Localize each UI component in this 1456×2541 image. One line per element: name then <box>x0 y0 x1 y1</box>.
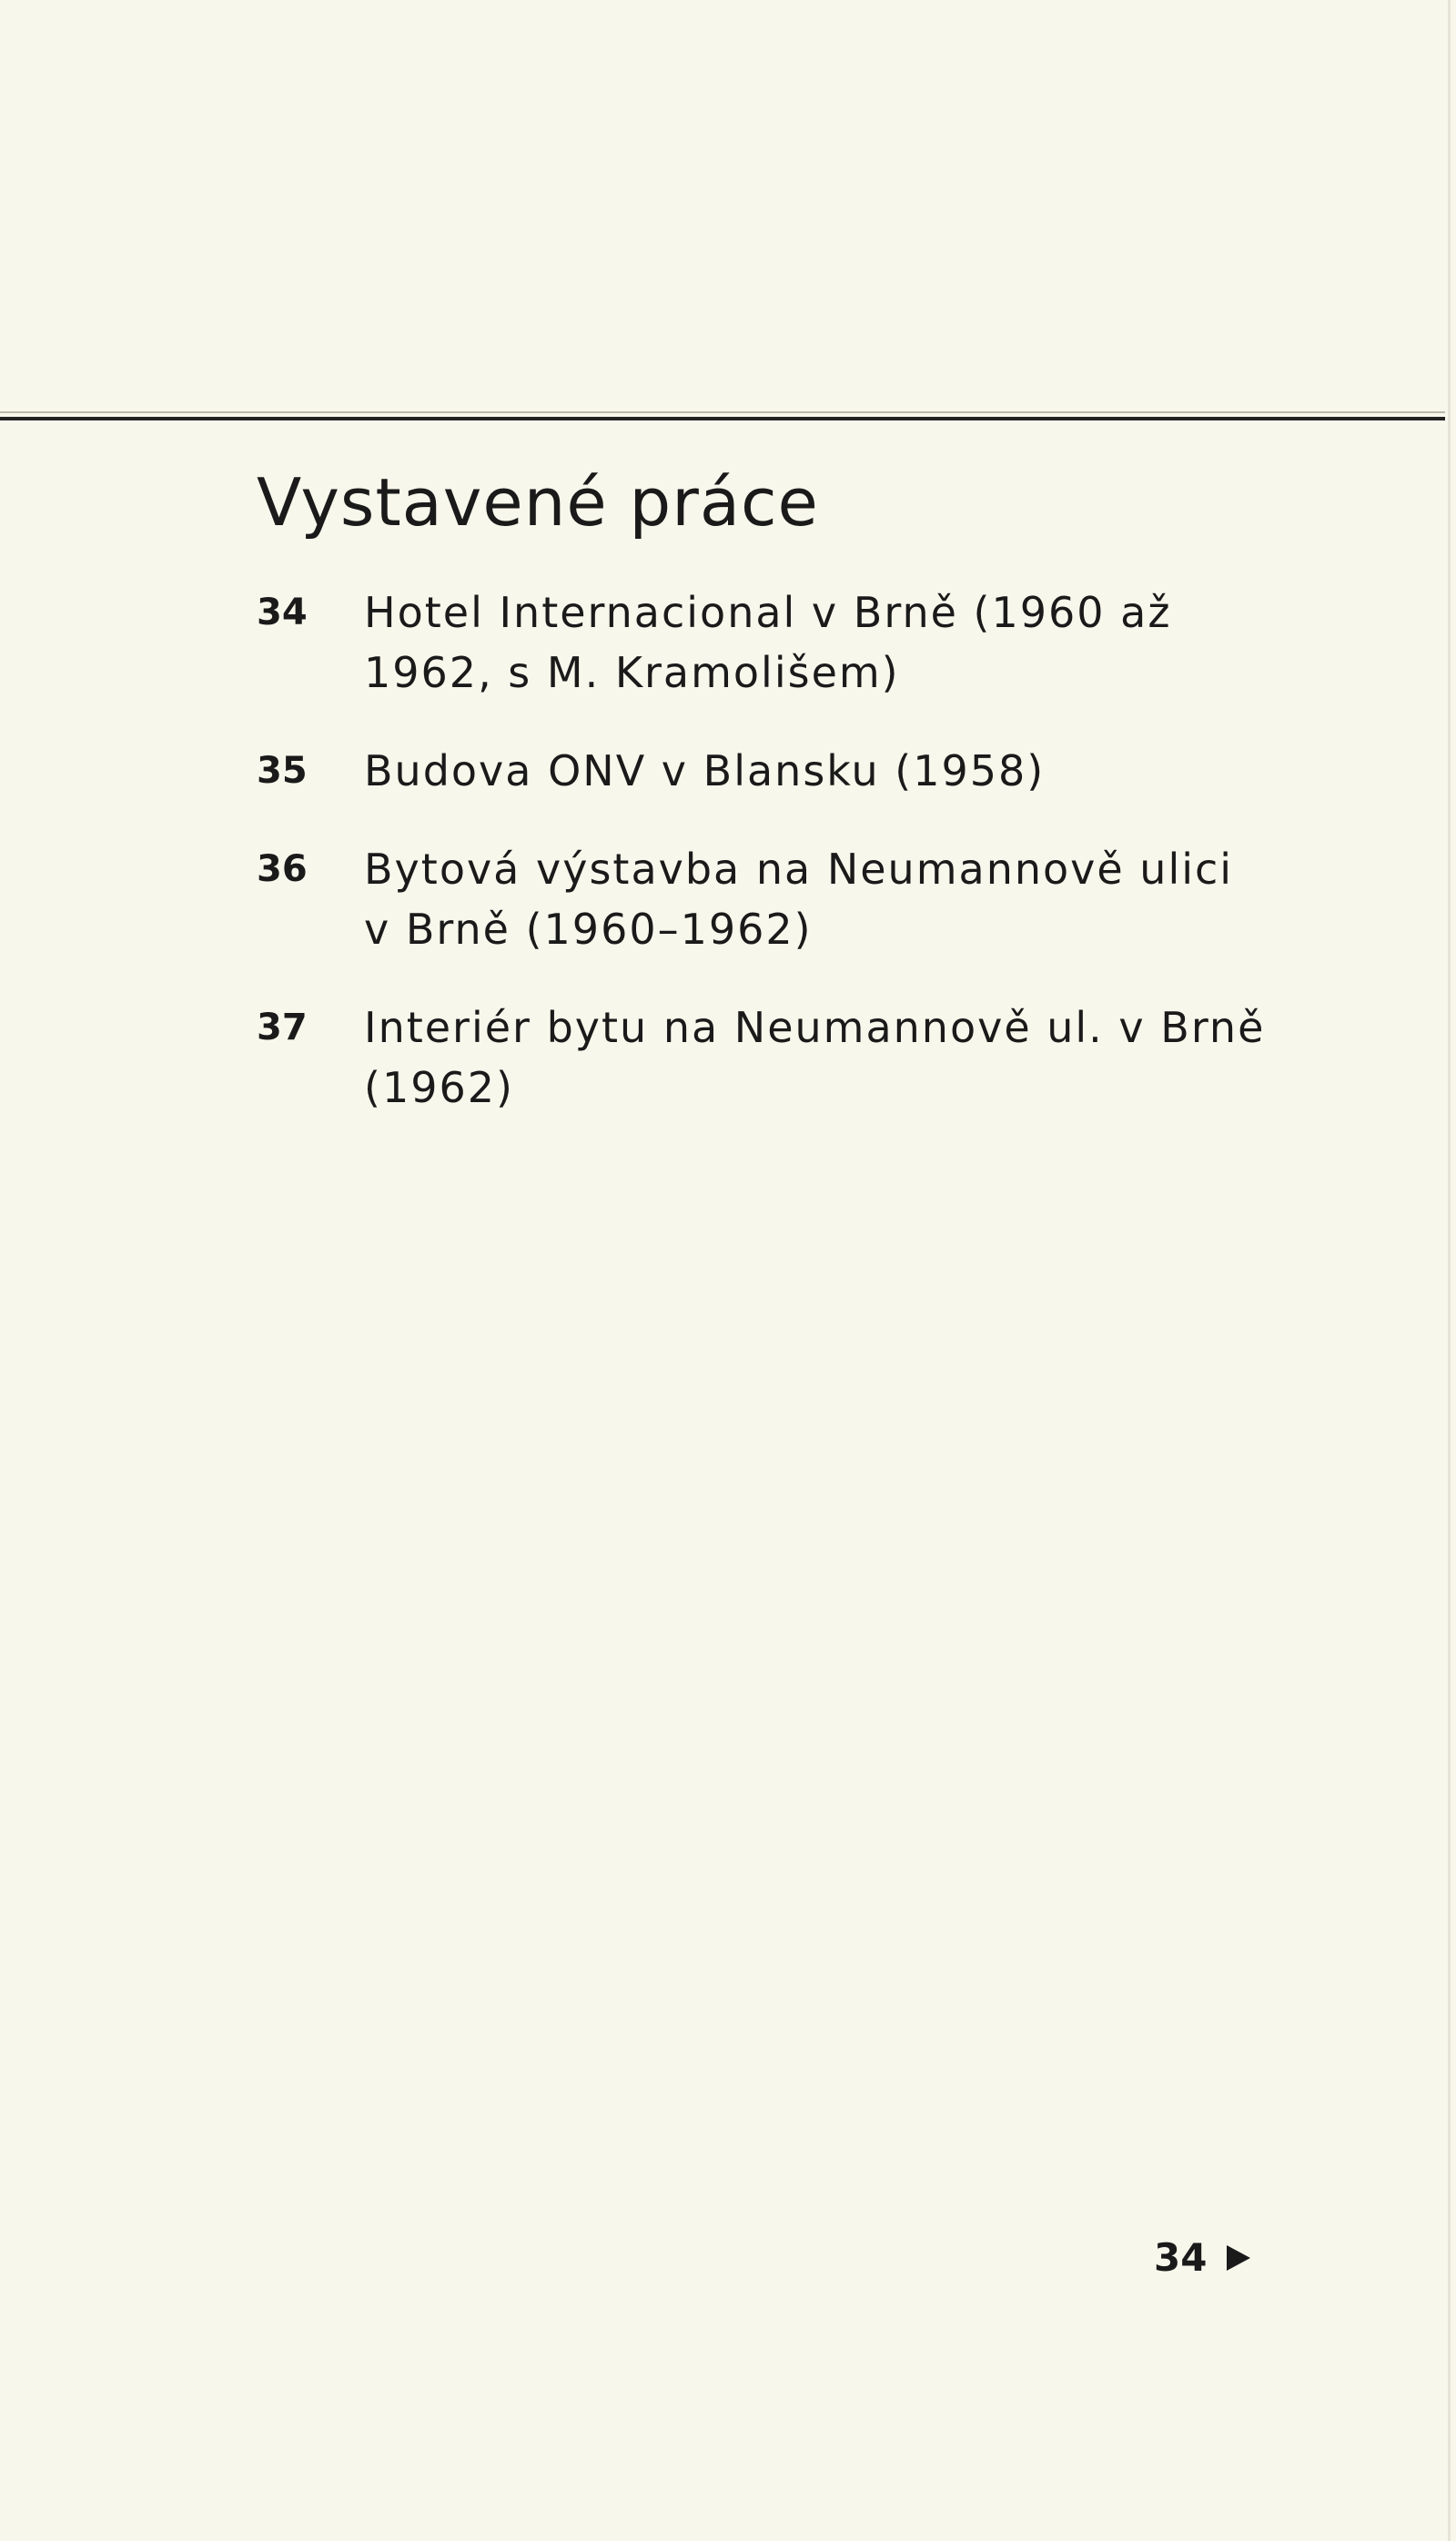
entry-number: 36 <box>257 848 308 890</box>
works-list <box>257 582 1267 1156</box>
page-title: Vystavené práce <box>257 464 819 541</box>
page-edge <box>1448 0 1451 2541</box>
entry-number: 34 <box>257 592 308 633</box>
list-item <box>257 839 1267 959</box>
entry-text: Budova ONV v Blansku (1958) <box>364 746 1046 795</box>
page-number-text: 34 <box>1154 2235 1208 2280</box>
entry-text: Hotel Internacional v Brně (1960 až 1962, s M. Kramolišem) <box>364 588 1172 697</box>
list-item <box>257 741 1267 801</box>
list-item <box>257 582 1267 703</box>
entry-number: 37 <box>257 1007 308 1048</box>
arrow-right-icon <box>1227 2245 1250 2271</box>
page-number <box>1154 2235 1250 2280</box>
entry-number: 35 <box>257 750 308 792</box>
list-item <box>257 997 1267 1118</box>
entry-text: Bytová výstavba na Neumannově ulici v Brně (1960–1962) <box>364 845 1234 954</box>
entry-text: Interiér bytu na Neumannově ul. v Brně (1962) <box>364 1003 1266 1112</box>
top-rule-shadow <box>0 411 1445 413</box>
top-rule <box>0 417 1445 420</box>
